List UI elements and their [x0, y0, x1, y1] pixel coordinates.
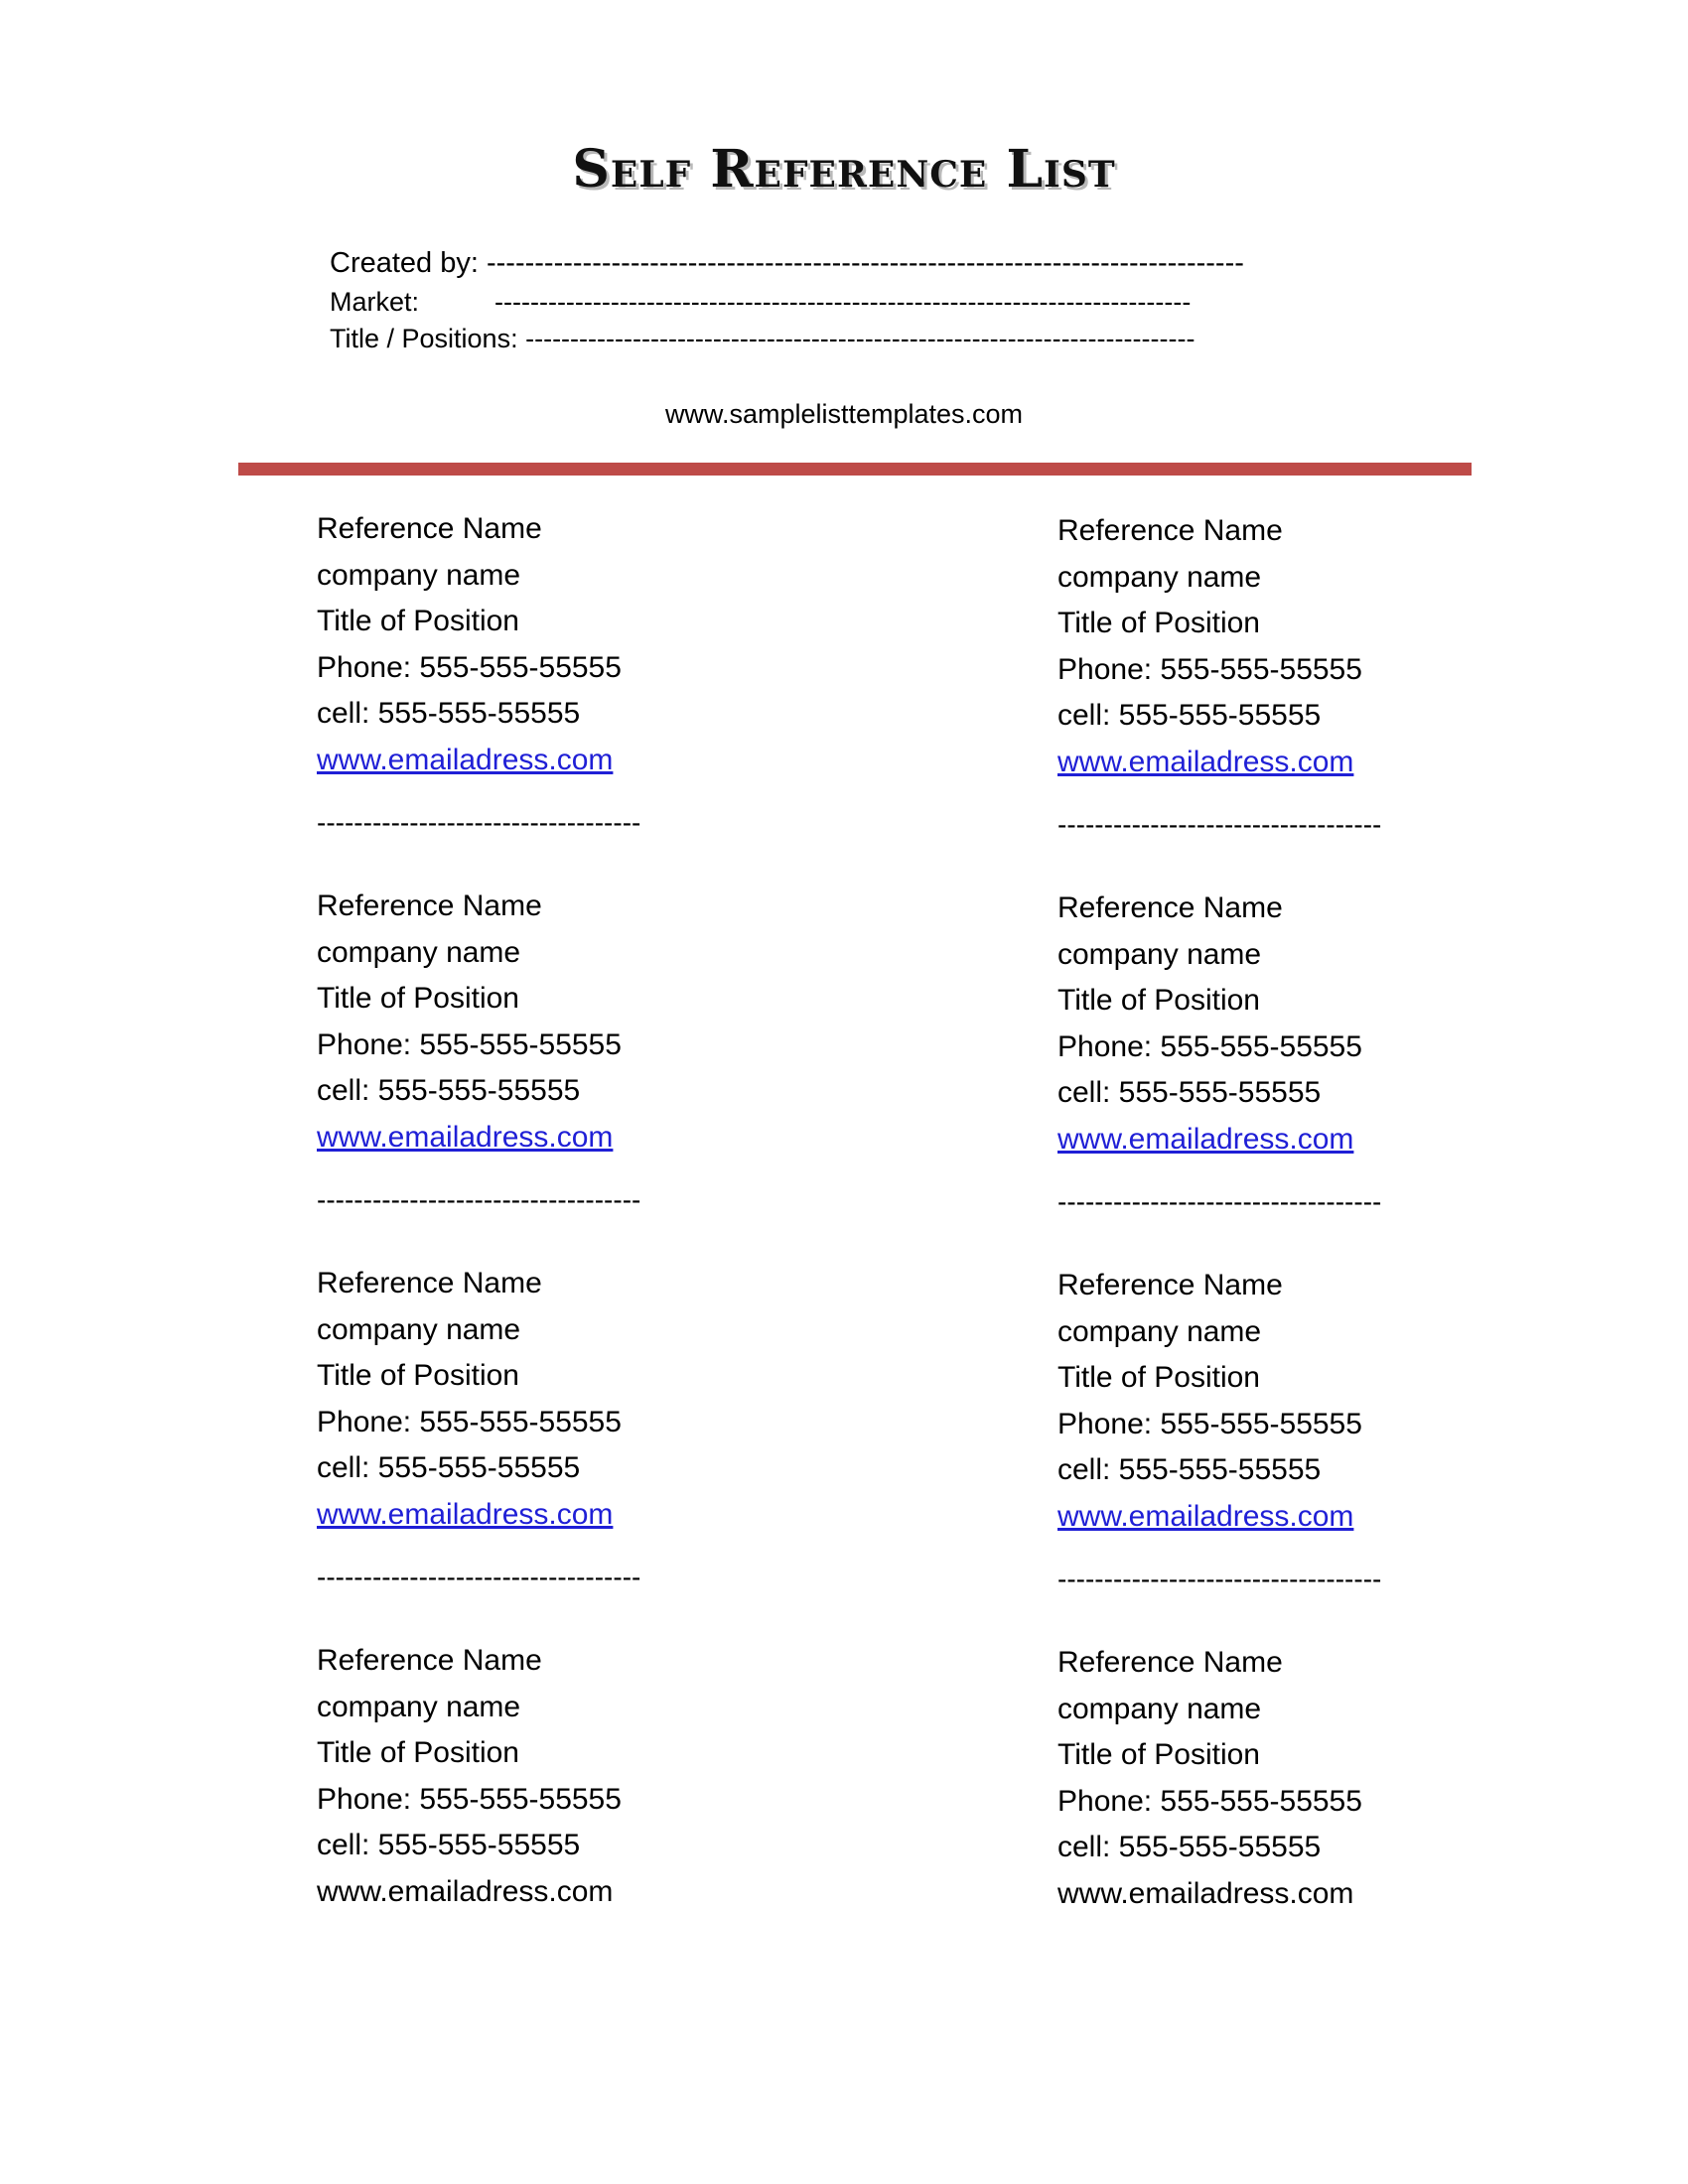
- reference-cell: cell: 555-555-55555: [1057, 1076, 1322, 1109]
- reference-separator: -----------------------------------: [1057, 1564, 1382, 1594]
- reference-company: company name: [1057, 1314, 1262, 1348]
- reference-phone: Phone: 555-555-55555: [317, 650, 622, 684]
- reference-position: Title of Position: [1057, 607, 1260, 639]
- reference-position: Title of Position: [317, 1359, 519, 1392]
- reference-position: Title of Position: [1057, 1738, 1260, 1771]
- reference-name: Reference Name: [1057, 891, 1283, 924]
- reference-email-link[interactable]: www.emailadress.com: [317, 1497, 614, 1531]
- reference-phone: Phone: 555-555-55555: [1057, 1029, 1362, 1063]
- reference-email-link[interactable]: www.emailadress.com: [1057, 1122, 1354, 1156]
- reference-cell: cell: 555-555-55555: [317, 697, 581, 730]
- reference-cell: cell: 555-555-55555: [1057, 1831, 1322, 1863]
- reference-phone: Phone: 555-555-55555: [317, 1405, 622, 1438]
- reference-separator: -----------------------------------: [1057, 1186, 1382, 1217]
- reference-separator: -----------------------------------: [317, 807, 641, 838]
- market-line: [330, 287, 1263, 318]
- reference-cell: cell: 555-555-55555: [317, 1451, 581, 1484]
- created-by-label: Created by:: [330, 247, 479, 279]
- title-positions-line: [330, 324, 1263, 354]
- market-label: Market:: [330, 287, 420, 317]
- references-column-left: [317, 506, 873, 2015]
- reference-position: Title of Position: [317, 1736, 519, 1769]
- reference-cell: cell: 555-555-55555: [1057, 1453, 1322, 1486]
- reference-position: Title of Position: [1057, 984, 1260, 1017]
- reference-email-link[interactable]: www.emailadress.com: [317, 1120, 614, 1154]
- website-text: www.samplelisttemplates.com: [664, 399, 1024, 429]
- reference-name: Reference Name: [1057, 514, 1283, 547]
- reference-entry: [317, 1261, 873, 1638]
- reference-cell: cell: 555-555-55555: [1057, 699, 1322, 732]
- reference-cell: cell: 555-555-55555: [317, 1829, 581, 1861]
- reference-entry: [1057, 1263, 1614, 1640]
- reference-position: Title of Position: [317, 605, 519, 637]
- reference-company: company name: [1057, 937, 1262, 971]
- reference-email-link[interactable]: www.emailadress.com: [1057, 745, 1354, 778]
- reference-company: company name: [1057, 1692, 1262, 1725]
- reference-email-text: www.emailadress.com: [1057, 1876, 1354, 1910]
- reference-name: Reference Name: [317, 512, 542, 545]
- reference-phone: Phone: 555-555-55555: [317, 1782, 622, 1816]
- reference-entry: [1057, 508, 1614, 886]
- reference-phone: Phone: 555-555-55555: [1057, 1407, 1362, 1440]
- reference-separator: -----------------------------------: [1057, 809, 1382, 840]
- created-by-line: [330, 247, 1263, 280]
- title-positions-dashes: ---------------------------------------------------------------------------: [525, 324, 1196, 353]
- reference-email-link[interactable]: www.emailadress.com: [317, 743, 614, 776]
- reference-position: Title of Position: [1057, 1361, 1260, 1394]
- references-column-right: [1057, 508, 1614, 2017]
- market-dashes: ------------------------------------------------------------------------------: [494, 287, 1192, 317]
- reference-entry: [1057, 1640, 1614, 2017]
- reference-cell: cell: 555-555-55555: [317, 1074, 581, 1107]
- reference-phone: Phone: 555-555-55555: [1057, 1784, 1362, 1818]
- reference-email-link[interactable]: www.emailadress.com: [1057, 1499, 1354, 1533]
- reference-phone: Phone: 555-555-55555: [1057, 652, 1362, 686]
- reference-phone: Phone: 555-555-55555: [317, 1027, 622, 1061]
- reference-company: company name: [317, 1312, 521, 1346]
- reference-entry: [317, 1638, 873, 2015]
- reference-name: Reference Name: [317, 889, 542, 922]
- reference-entry: [317, 884, 873, 1261]
- reference-separator: -----------------------------------: [317, 1184, 641, 1215]
- reference-name: Reference Name: [1057, 1646, 1283, 1679]
- reference-name: Reference Name: [1057, 1269, 1283, 1301]
- header-divider: [238, 463, 1472, 476]
- reference-entry: [317, 506, 873, 884]
- created-by-dashes: -------------------------------------------------------------------------------: [486, 247, 1244, 279]
- reference-separator: -----------------------------------: [317, 1562, 641, 1592]
- reference-company: company name: [317, 935, 521, 969]
- reference-position: Title of Position: [317, 982, 519, 1015]
- reference-entry: [1057, 886, 1614, 1263]
- reference-company: company name: [317, 1690, 521, 1723]
- reference-company: company name: [1057, 560, 1262, 594]
- reference-name: Reference Name: [317, 1267, 542, 1299]
- reference-name: Reference Name: [317, 1644, 542, 1677]
- title-positions-label: Title / Positions:: [330, 324, 518, 353]
- reference-email-text: www.emailadress.com: [317, 1874, 614, 1908]
- page-title: Self Reference List: [572, 139, 1116, 200]
- reference-company: company name: [317, 558, 521, 592]
